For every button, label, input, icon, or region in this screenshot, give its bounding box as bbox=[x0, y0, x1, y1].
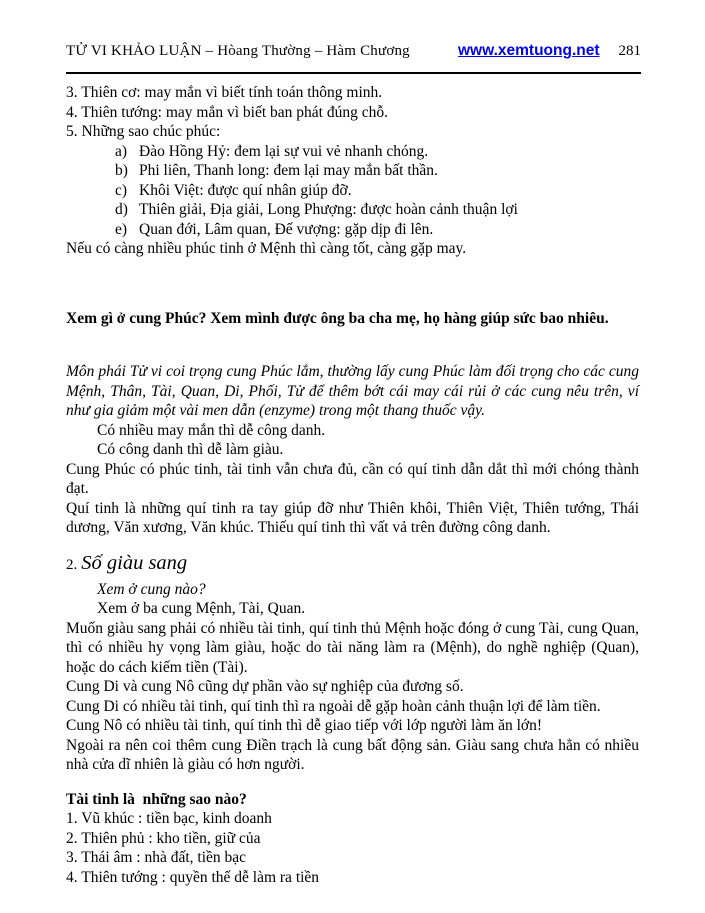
body-paragraph: Cung Phúc có phúc tinh, tài tinh vẫn chưa đủ, cần có quí tinh dẫn dắt thì mới chóng thành đạt. bbox=[66, 460, 639, 497]
list-marker: b) bbox=[115, 162, 128, 179]
section-answer: Xem ở ba cung Mệnh, Tài, Quan. bbox=[97, 600, 306, 617]
intro-item: 5. Những sao chúc phúc: bbox=[66, 123, 221, 140]
section-title: Số giàu sang bbox=[81, 551, 188, 574]
section-heading bbox=[66, 548, 639, 580]
body-paragraph: Ngoài ra nên coi thêm cung Điền trạch là cung bất động sản. Giàu sang chưa hẳn có nhiều nhà cửa dĩ nhiên là giàu có hơn người. bbox=[66, 736, 639, 773]
page-number: 281 bbox=[618, 43, 641, 59]
body-paragraph: Cung Di có nhiều tài tinh, quí tinh thì ra ngoài dễ gặp hoàn cảnh thuận lợi để làm tiền. bbox=[66, 697, 601, 715]
intro-item: 4. Thiên tướng: may mắn vì biết ban phát đúng chỗ. bbox=[66, 103, 388, 121]
list-item-text: Đào Hồng Hỷ: đem lại sự vui vẻ nhanh chóng. bbox=[139, 142, 429, 160]
numbered-list-item: 4. Thiên tướng : quyền thế dễ làm ra tiền bbox=[66, 868, 320, 886]
body-paragraph: Quí tinh là những quí tinh ra tay giúp đỡ như Thiên khôi, Thiên Việt, Thiên tướng, Thái dương, Văn xương, Văn khúc. Thiếu quí tinh thì vất vả trên đường công danh. bbox=[66, 499, 639, 536]
intro-item: 3. Thiên cơ: may mắn vì biết tính toán thông minh. bbox=[66, 84, 383, 101]
question-heading: Xem gì ở cung Phúc? Xem mình được ông ba cha mẹ, họ hàng giúp sức bao nhiêu. bbox=[66, 309, 609, 327]
section-question: Xem ở cung nào? bbox=[97, 580, 206, 598]
numbered-list-item: 2. Thiên phủ : kho tiền, giữ của bbox=[66, 829, 261, 847]
book-title: TỬ VI KHẢO LUẬN – Hòang Thường – Hàm Chương bbox=[66, 43, 410, 59]
sub-list-item bbox=[66, 161, 639, 181]
body-paragraph: Muốn giàu sang phải có nhiều tài tinh, quí tinh thủ Mệnh hoặc đóng ở cung Tài, cung Quan, thì có nhiều hy vọng làm giàu, hoặc do tài năng làm ra (Mệnh), do nghề nghiệp (Quan), hoặc do cách kiếm tiền (Tài). bbox=[66, 619, 639, 676]
list-item-text: Phi liên, Thanh long: đem lại may mắn bất thần. bbox=[139, 162, 438, 179]
indented-line: Có công danh thì dễ làm giàu. bbox=[97, 441, 284, 458]
numbered-list-item: 1. Vũ khúc : tiền bạc, kinh doanh bbox=[66, 810, 272, 827]
sub-list-item bbox=[66, 181, 639, 201]
list-item-text: Khôi Việt: được quí nhân giúp đỡ. bbox=[139, 181, 352, 199]
sub-list-item bbox=[66, 220, 639, 240]
sub-list-item bbox=[66, 142, 639, 162]
list-marker: d) bbox=[115, 201, 128, 218]
italic-paragraph: Môn phái Tử vi coi trọng cung Phúc lắm, thường lấy cung Phúc làm đối trọng cho các cung Mệnh, Thân, Tài, Quan, Di, Phối, Tử để thêm bớt cái may cái rủi ở các cung nêu trên, ví như gia giảm một vài men dẫn (enzyme) trong một thang thuốc vậy. bbox=[66, 363, 639, 419]
section-number: 2. bbox=[66, 556, 78, 573]
page-header bbox=[66, 41, 641, 61]
closing-line: Nếu có càng nhiều phúc tinh ở Mệnh thì càng tốt, càng gặp may. bbox=[66, 240, 467, 257]
numbered-list-item: 3. Thái âm : nhà đất, tiền bạc bbox=[66, 849, 247, 866]
header-divider bbox=[66, 72, 641, 74]
page-body bbox=[66, 83, 639, 887]
body-paragraph: Cung Nô có nhiều tài tinh, quí tinh thì dễ giao tiếp với lớp người làm ăn lớn! bbox=[66, 717, 542, 734]
indented-line: Có nhiều may mắn thì dễ công danh. bbox=[97, 421, 326, 439]
list-item-text: Quan đới, Lâm quan, Đế vượng: gặp dịp đi lên. bbox=[139, 220, 434, 238]
website-link[interactable]: www.xemtuong.net bbox=[457, 42, 600, 59]
list-marker: e) bbox=[115, 220, 128, 238]
header-right bbox=[458, 41, 641, 61]
list-marker: c) bbox=[115, 181, 128, 199]
body-paragraph: Cung Di và cung Nô cũng dự phần vào sự nghiệp của đương số. bbox=[66, 678, 464, 695]
tai-tinh-heading: Tài tinh là những sao nào? bbox=[66, 790, 247, 808]
list-marker: a) bbox=[115, 142, 128, 160]
sub-list-item bbox=[66, 200, 639, 220]
list-item-text: Thiên giải, Địa giải, Long Phượng: được hoàn cảnh thuận lợi bbox=[139, 201, 518, 218]
